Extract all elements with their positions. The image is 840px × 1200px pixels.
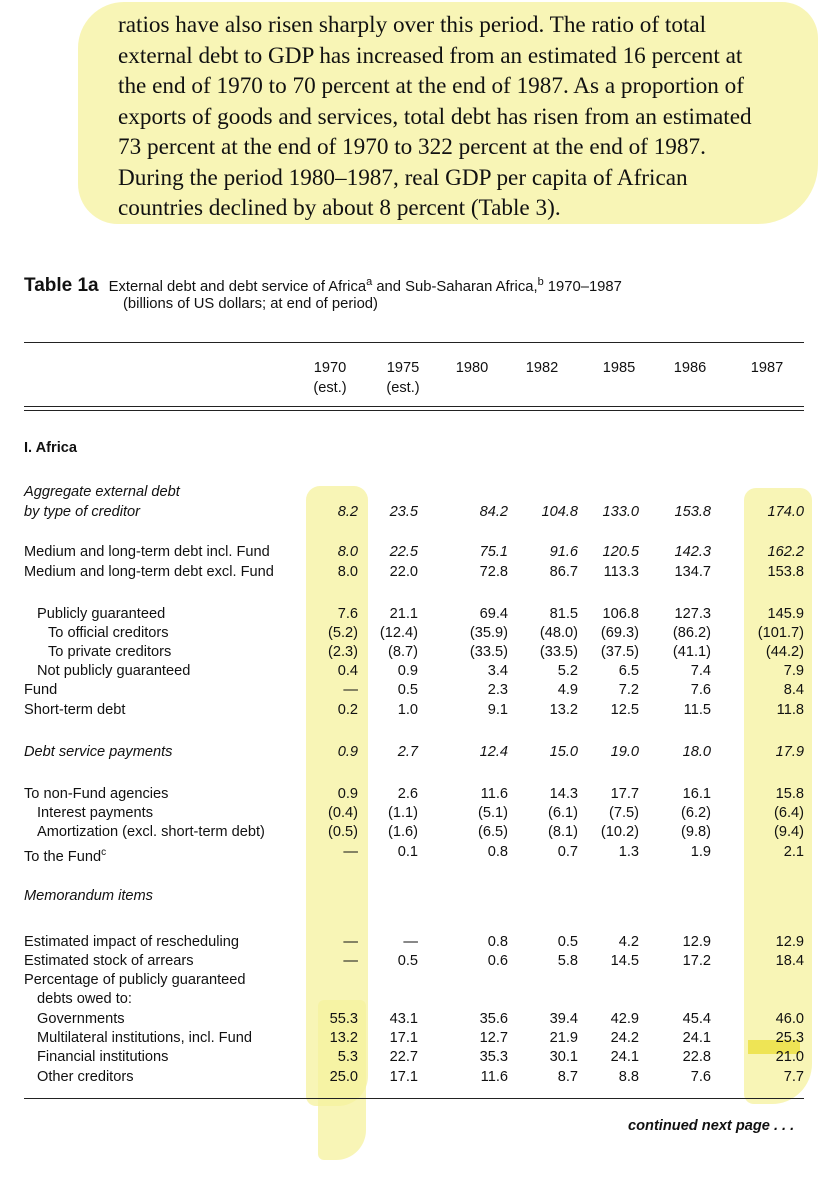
table-number: Table 1a (24, 274, 99, 296)
table-cell: 25.3 (775, 1030, 804, 1046)
table-cell: 0.8 (487, 844, 508, 860)
table-cell: (0.4) (327, 805, 358, 821)
table-cell: 13.2 (549, 702, 578, 718)
table-row (0, 662, 840, 681)
table-cell: 14.5 (610, 953, 639, 969)
row-label (37, 990, 132, 1009)
row-label-text: Other creditors (37, 1069, 134, 1085)
table-cell: (7.5) (608, 805, 639, 821)
table-row (0, 605, 840, 624)
table-cell: 46.0 (775, 1011, 804, 1027)
table-cell: 3.4 (487, 663, 508, 679)
row-label (24, 483, 180, 502)
paragraph-line: ratios have also risen sharply over this period. The ratio of total (118, 12, 707, 38)
table-cell: 42.9 (610, 1011, 639, 1027)
row-label (24, 952, 194, 971)
table-cell: 22.0 (389, 564, 418, 580)
row-label (24, 933, 239, 952)
table-cell: 1.0 (397, 702, 418, 718)
table-cell: (6.5) (477, 824, 508, 840)
table-row (0, 563, 840, 582)
table-row (0, 843, 840, 865)
table-cell: — (343, 682, 358, 698)
table-row (0, 1048, 840, 1067)
table-cell: (6.4) (773, 805, 804, 821)
table-cell: 127.3 (674, 606, 711, 622)
table-cell: — (343, 953, 358, 969)
table-cell: 7.6 (690, 1069, 711, 1085)
table-title: Table 1a External debt and debt service of Africa$^a$ and Sub-Saharan Africa,$^b$ 1970–1987 (24, 274, 622, 296)
row-label-text: To the Fund (24, 848, 102, 865)
table-cell: 7.4 (690, 663, 711, 679)
footnote-marker: c (101, 847, 107, 858)
table-cell: 7.6 (337, 606, 358, 622)
table-cell: (0.5) (327, 824, 358, 840)
table-cell: 2.3 (487, 682, 508, 698)
table-cell: 142.3 (674, 544, 711, 560)
table-cell: 104.8 (541, 504, 578, 520)
row-label (37, 662, 190, 681)
row-label-text: debts owed to: (37, 991, 132, 1007)
table-cell: (5.1) (477, 805, 508, 821)
row-label (24, 887, 153, 906)
table-cell: (1.1) (387, 805, 418, 821)
table-cell: 17.1 (389, 1030, 418, 1046)
table-cell: 17.1 (389, 1069, 418, 1085)
paragraph-line: exports of goods and services, total debt has risen from an estimated (118, 103, 752, 130)
table-cell: 133.0 (602, 504, 639, 520)
row-label-text: Debt service payments (24, 744, 173, 760)
row-label (24, 503, 140, 522)
row-label-text: Financial institutions (37, 1049, 169, 1065)
row-label (24, 701, 125, 720)
table-row (0, 643, 840, 662)
table-cell: — (403, 934, 418, 950)
table-cell: 113.3 (603, 564, 639, 580)
table-cell: (37.5) (600, 644, 639, 660)
table-rule-header-1 (24, 406, 804, 407)
table-cell: 4.2 (618, 934, 639, 950)
table-cell: 13.2 (329, 1030, 358, 1046)
table-cell: 19.0 (610, 744, 639, 760)
column-year: 1982 (525, 360, 559, 376)
row-label (37, 804, 153, 823)
paragraph-line: 73 percent at the end of 1970 to 322 percent at the end of 1987. (118, 134, 706, 160)
table-row (0, 785, 840, 804)
table-cell: (48.0) (539, 625, 578, 641)
row-label-text: Governments (37, 1011, 125, 1027)
table-cell: 7.7 (783, 1069, 804, 1085)
table-row (0, 887, 840, 906)
table-cell: 5.3 (337, 1049, 358, 1065)
table-cell: 12.9 (775, 934, 804, 950)
table-cell: 1.3 (618, 844, 639, 860)
table-cell: 153.8 (767, 564, 804, 580)
table-cell: 24.2 (610, 1030, 639, 1046)
table-rule-bottom (24, 1098, 804, 1099)
table-cell: (44.2) (765, 644, 804, 660)
table-cell: 81.5 (549, 606, 578, 622)
table-cell: (101.7) (757, 625, 804, 641)
column-header-1986 (660, 358, 720, 378)
table-cell: 22.8 (682, 1049, 711, 1065)
table-cell: 30.1 (549, 1049, 578, 1065)
row-label (24, 681, 57, 700)
row-label-text: Interest payments (37, 805, 153, 821)
row-label (48, 624, 169, 643)
table-cell: 8.0 (337, 544, 358, 560)
table-cell: 15.8 (775, 786, 804, 802)
table-cell: 153.8 (674, 504, 711, 520)
table-cell: 22.7 (389, 1049, 418, 1065)
table-cell: (6.1) (547, 805, 578, 821)
row-label-text: To private creditors (48, 644, 172, 660)
table-cell: (10.2) (600, 824, 639, 840)
table-cell: 91.6 (549, 544, 578, 560)
column-year: 1970 (313, 360, 347, 376)
table-cell: 120.5 (602, 544, 639, 560)
continued-note: continued next page . . . (628, 1118, 795, 1134)
column-year: 1980 (455, 360, 489, 376)
table-cell: 0.5 (557, 934, 578, 950)
column-note: (est.) (313, 380, 347, 396)
table-row (0, 1010, 840, 1029)
table-cell: 23.5 (389, 504, 418, 520)
table-row (0, 952, 840, 971)
table-cell: 12.7 (479, 1030, 508, 1046)
table-cell: 84.2 (479, 504, 508, 520)
row-label-text: Fund (24, 682, 58, 698)
table-row (0, 804, 840, 823)
table-cell: (1.6) (387, 824, 418, 840)
row-label-text: Medium and long-term debt excl. Fund (24, 564, 274, 580)
table-row (0, 1068, 840, 1087)
column-header-1980 (442, 358, 502, 378)
row-label (48, 643, 171, 662)
table-cell: 0.2 (337, 702, 358, 718)
paragraph-line: During the period 1980–1987, real GDP per capita of African (118, 164, 688, 191)
table-cell: 106.8 (602, 606, 639, 622)
table-cell: 174.0 (767, 504, 804, 520)
row-label-text: Estimated impact of rescheduling (24, 934, 239, 950)
table-row (0, 503, 840, 522)
table-cell: 2.1 (783, 844, 804, 860)
column-year: 1975 (386, 360, 420, 376)
table-row (0, 823, 840, 842)
row-label-text: Not publicly guaranteed (37, 663, 191, 679)
table-row (0, 971, 840, 990)
row-label-text: Publicly guaranteed (37, 606, 166, 622)
table-cell: 21.0 (775, 1049, 804, 1065)
table-cell: (35.9) (469, 625, 508, 641)
table-cell: (6.2) (680, 805, 711, 821)
table-row (0, 933, 840, 952)
table-cell: 1.9 (690, 844, 711, 860)
column-year: 1985 (602, 360, 636, 376)
table-cell: (33.5) (539, 644, 578, 660)
table-cell: (41.1) (672, 644, 711, 660)
row-label-text: Memorandum items (24, 888, 153, 904)
row-label (24, 743, 172, 762)
table-row (0, 681, 840, 700)
row-label (37, 1048, 168, 1067)
table-cell: (8.7) (387, 644, 418, 660)
table-cell: (2.3) (327, 644, 358, 660)
row-label (24, 843, 106, 867)
table-cell: 22.5 (389, 544, 418, 560)
table-row (0, 543, 840, 562)
row-label-text: Aggregate external debt (24, 484, 180, 500)
table-cell: 72.8 (479, 564, 508, 580)
table-cell: 0.6 (487, 953, 508, 969)
row-label (37, 823, 265, 842)
table-cell: 5.2 (557, 663, 578, 679)
table-cell: 21.9 (549, 1030, 578, 1046)
row-label-text: To non-Fund agencies (24, 786, 169, 802)
column-header-1985 (589, 358, 649, 378)
table-cell: (12.4) (379, 625, 418, 641)
table-cell: 75.1 (479, 544, 508, 560)
table-cell: (33.5) (469, 644, 508, 660)
paragraph-line: countries declined by about 8 percent (Table 3). (118, 195, 561, 221)
table-cell: (86.2) (672, 625, 711, 641)
table-cell: 69.4 (479, 606, 508, 622)
row-label-text: Medium and long-term debt incl. Fund (24, 544, 270, 560)
table-cell: 24.1 (682, 1030, 711, 1046)
table-cell: 16.1 (682, 786, 711, 802)
row-label (37, 605, 165, 624)
table-rule-header-2 (24, 410, 804, 411)
table-cell: 24.1 (610, 1049, 639, 1065)
section-heading: I. Africa (24, 440, 77, 456)
table-cell: 14.3 (549, 786, 578, 802)
table-cell: — (343, 844, 358, 860)
table-cell: 11.6 (480, 786, 508, 802)
table-cell: 18.0 (682, 744, 711, 760)
table-cell: 39.4 (549, 1011, 578, 1027)
table-cell: 86.7 (549, 564, 578, 580)
table-cell: 25.0 (329, 1069, 358, 1085)
table-cell: 5.8 (557, 953, 578, 969)
row-label (24, 563, 274, 582)
table-cell: 43.1 (389, 1011, 418, 1027)
table-cell: 12.5 (610, 702, 639, 718)
table-row (0, 701, 840, 720)
table-cell: 8.7 (557, 1069, 578, 1085)
table-rule-top (24, 342, 804, 343)
table-cell: 145.9 (767, 606, 804, 622)
row-label (24, 543, 270, 562)
table-cell: 8.8 (618, 1069, 639, 1085)
table-cell: (9.4) (773, 824, 804, 840)
table-cell: 17.7 (610, 786, 639, 802)
table-cell: 2.6 (397, 786, 418, 802)
table-cell: (69.3) (600, 625, 639, 641)
paragraph-line: the end of 1970 to 70 percent at the end of 1987. As a proportion of (118, 73, 744, 99)
row-label-text: Multilateral institutions, incl. Fund (37, 1030, 252, 1046)
table-cell: 45.4 (682, 1011, 711, 1027)
table-cell: 35.6 (479, 1011, 508, 1027)
table-cell: 12.9 (682, 934, 711, 950)
table-cell: 0.5 (397, 953, 418, 969)
table-cell: 7.2 (618, 682, 639, 698)
column-header-1975 (373, 358, 433, 398)
table-cell: 11.5 (683, 702, 711, 718)
table-cell: 7.9 (783, 663, 804, 679)
table-cell: 2.7 (397, 744, 418, 760)
row-label (24, 971, 246, 990)
table-cell: 162.2 (767, 544, 804, 560)
row-label-text: Amortization (excl. short-term debt) (37, 824, 265, 840)
table-cell: (9.8) (680, 824, 711, 840)
table-cell: 12.4 (479, 744, 508, 760)
row-label (37, 1068, 134, 1087)
column-year: 1987 (750, 360, 784, 376)
table-cell: 0.5 (397, 682, 418, 698)
table-cell: 0.9 (337, 786, 358, 802)
table-cell: 55.3 (329, 1011, 358, 1027)
column-year: 1986 (673, 360, 707, 376)
table-cell: 0.9 (397, 663, 418, 679)
table-cell: 0.4 (337, 663, 358, 679)
table-cell: 7.6 (690, 682, 711, 698)
row-label-text: To official creditors (48, 625, 169, 641)
column-note: (est.) (386, 380, 420, 396)
table-cell: 17.2 (682, 953, 711, 969)
table-cell: 0.8 (487, 934, 508, 950)
table-cell: — (343, 934, 358, 950)
table-row (0, 990, 840, 1009)
table-cell: 18.4 (775, 953, 804, 969)
body-paragraph (118, 10, 818, 224)
row-label (37, 1029, 252, 1048)
table-cell: 15.0 (549, 744, 578, 760)
table-row (0, 1029, 840, 1048)
table-cell: 8.2 (337, 504, 358, 520)
table-cell: 8.4 (783, 682, 804, 698)
table-cell: 8.0 (337, 564, 358, 580)
table-cell: 6.5 (618, 663, 639, 679)
table-cell: 0.1 (397, 844, 418, 860)
table-cell: 35.3 (479, 1049, 508, 1065)
table-subtitle: (billions of US dollars; at end of period) (123, 296, 378, 312)
row-label (24, 785, 168, 804)
column-header-1970 (300, 358, 360, 398)
table-cell: 11.8 (776, 702, 804, 718)
table-row (0, 743, 840, 762)
row-label (37, 1010, 125, 1029)
paragraph-line: external debt to GDP has increased from an estimated 16 percent at (118, 42, 743, 69)
table-cell: (5.2) (327, 625, 358, 641)
table-cell: 0.9 (337, 744, 358, 760)
table-row (0, 624, 840, 643)
row-label-text: Short-term debt (24, 702, 126, 718)
table-cell: 0.7 (557, 844, 578, 860)
column-header-1982 (512, 358, 572, 378)
row-label-text: Estimated stock of arrears (24, 953, 194, 969)
row-label-text: by type of creditor (24, 504, 140, 520)
table-cell: 9.1 (487, 702, 508, 718)
row-label-text: Percentage of publicly guaranteed (24, 972, 246, 988)
table-row (0, 483, 840, 502)
table-cell: 134.7 (674, 564, 711, 580)
table-cell: 4.9 (557, 682, 578, 698)
table-cell: (8.1) (547, 824, 578, 840)
column-header-1987 (737, 358, 797, 378)
table-cell: 17.9 (775, 744, 804, 760)
table-cell: 21.1 (389, 606, 418, 622)
table-cell: 11.6 (480, 1069, 508, 1085)
